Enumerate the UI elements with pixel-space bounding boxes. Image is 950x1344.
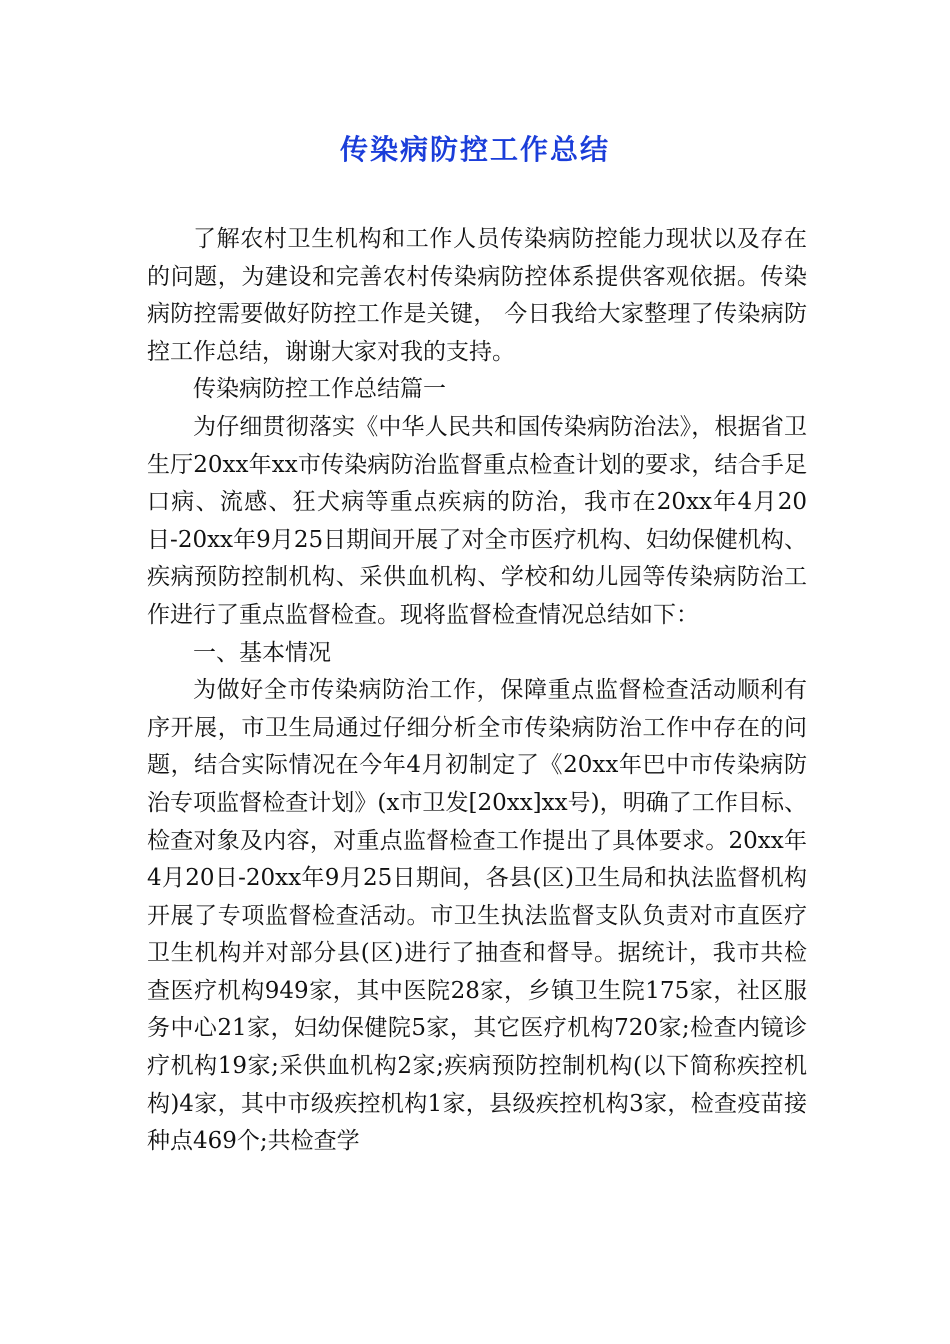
document-body <box>147 221 807 1161</box>
section-heading-basic-situation: 一、基本情况 <box>193 639 331 666</box>
document-title: 传染病防控工作总结 <box>339 133 610 166</box>
body-paragraph: 为仔细贯彻落实《中华人民共和国传染病防治法》，根据省卫生厅20xx年xx市传染病防治监督重点检查计划的要求，结合手足口病、流感、狂犬病等重点疾病的防治，我市在20xx年4月20日-20xx年9月25日期间开展了对全市医疗机构、妇幼保健机构、疾病预防控制机构、采供血机构、学校和幼儿园等传染病防治工作进行了重点监督检查。现将监督检查情况总结如下： <box>147 413 807 628</box>
section-heading-part-one: 传染病防控工作总结篇一 <box>193 376 446 403</box>
body-paragraph: 为做好全市传染病防治工作，保障重点监督检查活动顺利有序开展，市卫生局通过仔细分析全市传染病防治工作中存在的问题，结合实际情况在今年4月初制定了《20xx年巴中市传染病防治专项监督检查计划》(x市卫发[20xx]xx号)，明确了工作目标、检查对象及内容，对重点监督检查工作提出了具体要求。20xx年4月20日-20xx年9月25日期间，各县(区)卫生局和执法监督机构开展了专项监督检查活动。市卫生执法监督支队负责对市直医疗卫生机构并对部分县(区)进行了抽查和督导。据统计，我市共检查医疗机构949家，其中医院28家，乡镇卫生院175家，社区服务中心21家，妇幼保健院5家，其它医疗机构720家;检查内镜诊疗机构19家;采供血机构2家;疾病预防控制机构(以下简称疾控机构)4家，其中市级疾控机构1家，县级疾控机构3家，检查疫苗接种点469个;共检查学 <box>147 677 807 1155</box>
intro-paragraph: 了解农村卫生机构和工作人员传染病防控能力现状以及存在的问题，为建设和完善农村传染病防控体系提供客观依据。传染病防控需要做好防控工作是关键， 今日我给大家整理了传染病防控工作总结，谢谢大家对我的支持。 <box>147 226 807 365</box>
